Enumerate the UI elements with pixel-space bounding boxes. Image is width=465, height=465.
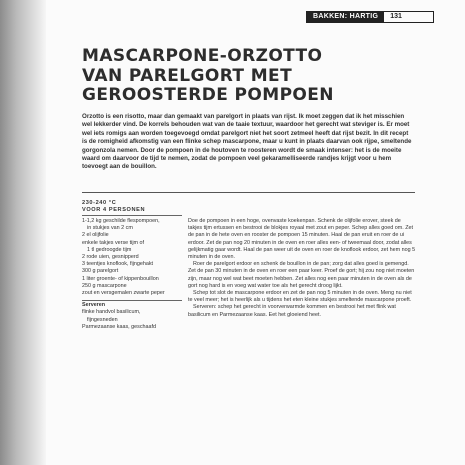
method-paragraph: Schep tot slot de mascarpone erdoor en zet de pan nog 5 minuten in de oven. Meng nu niet te veel meer; het is heerlijk als u tijdens het eten kleine stukjes smeltende mascarpone proeft.	[188, 290, 412, 304]
recipe-title-line: GEROOSTERDE POMPOEN	[82, 85, 334, 105]
page-number: 131	[390, 13, 402, 20]
method-paragraph: Doe de pompoen in een hoge, ovenvaste koekenpan. Schenk de olijfolie erover, steek de takjes tijm ertussen en bestrooi de blokjes royaal met zout en peper. Schep alles goed om. Zet de pan in de hete oven en rooster de pompoen 15 minuten. Haal de pan eruit en roer de ui erdoor. Zet de pan nog 20 minuten in de oven en roer alles een- of tweemaal door, zodat alles gelijkmatig gaar wordt. Haal de pan weer uit de oven en roer de knoflook erdoor, zet hem nog 5 minuten in de oven.	[188, 218, 416, 261]
recipe-title-line: MASCARPONE-ORZOTTO	[82, 46, 323, 66]
recipe-intro: Orzotto is een risotto, maar dan gemaakt van parelgort in plaats van rijst. Ik moet zeggen dat ik het misschien wel lekkerder vind. De korrels behouden wat van de taaie textuur, waardoor het gerecht wat steviger is. Er moet wel iets romigs aan worden toegevoegd omdat parelgort niet het soort zetmeel heeft dat rijst bezit. In dit recept is de romigheid afkomstig van een flinke schep mascarpone, maar u kunt in plaats daarvan ook rijpe, smeltende gorgonzola nemen. Door de pompoen in de houtoven te roosteren wordt de smaak intenser: het is de moeite waard om daarvoor de tijd te nemen, zodat de pompoen veel gekaramelliseerde randjes krijgt voor u hem toevoegt aan de bouillon.	[82, 113, 412, 171]
recipe-title	[82, 47, 417, 106]
ingredients-divider	[82, 215, 182, 216]
ingredient-item: zout en versgemalen zwarte peper	[82, 290, 165, 297]
ingredient-item: 2 el olijfolie	[82, 232, 109, 239]
ingredient-item: 300 g parelgort	[82, 268, 119, 275]
ingredient-item: enkele takjes verse tijm of	[82, 239, 145, 246]
serving-heading: Serveren	[82, 302, 106, 309]
ingredient-item: 3 teentjes knoflook, fijngehakt	[82, 261, 154, 268]
serving-item: fijngesneden	[87, 316, 118, 323]
ingredient-item: 2 rode uien, gesnipperd	[82, 254, 139, 261]
ingredient-item: 250 g mascarpone	[82, 282, 127, 289]
serving-item: Parmezaanse kaas, geschaafd	[82, 323, 157, 330]
book-binding-shadow	[0, 0, 46, 465]
serving-item: flinke handvol basilicum,	[82, 309, 141, 316]
method-paragraph: Roer de parelgort erdoor en schenk de bouillon in de pan; zorg dat alles goed is gemengd. Zet de pan 30 minuten in de oven en roer een paar keer. Proef de gort; hij zou nog niet moeten zijn, maar nog wel wat beet moeten hebben. Zet alles nog een paar minuten in de oven als de gort nog hard is en voeg wat water toe als het gerecht droog lijkt.	[188, 261, 415, 289]
ingredient-item: 1 liter groente- of kippenbouillon	[82, 275, 159, 282]
chapter-label: BAKKEN: HARTIG	[307, 12, 384, 22]
intro-divider	[82, 192, 415, 193]
servings: VOOR 4 PERSONEN	[82, 207, 146, 213]
ingredient-item: in stukjes van 2 cm	[87, 225, 133, 232]
recipe-meta	[82, 200, 145, 214]
ingredient-item: 1 tl gedroogde tijm	[87, 246, 132, 253]
recipe-title-line: VAN PARELGORT MET	[82, 65, 293, 86]
method-paragraph: Serveren: schep het gerecht in voorverwarmde kommen en bestrooi het met flink wat basilicum en Parmezaanse kaas. Eet het gloeiend heet.	[188, 304, 396, 318]
method-steps	[188, 218, 416, 319]
running-header	[306, 11, 434, 23]
serving-divider	[82, 300, 182, 301]
ingredient-list	[82, 218, 187, 331]
oven-temperature: 230-240 °C	[82, 200, 117, 206]
ingredient-item: 1-1,2 kg geschilde flespompoen,	[82, 218, 160, 224]
